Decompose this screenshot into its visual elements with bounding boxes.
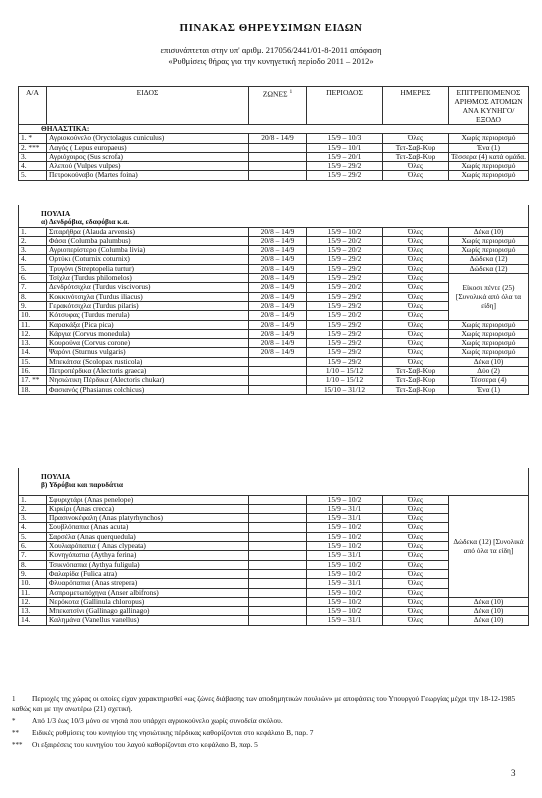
table-row (19, 616, 529, 625)
allowed-number: Τέσσερα (4) (449, 376, 529, 385)
hunting-days: Όλες (383, 560, 449, 569)
hunting-period: 15/9 – 20/2 (307, 236, 383, 245)
species-name: Σφυριχτάρι (Anas penelope) (47, 495, 249, 504)
row-number: 2. (19, 236, 47, 245)
hunting-period: 1/10 – 15/12 (307, 376, 383, 385)
hunting-days: Τετ-Σαβ-Κυρ (383, 367, 449, 376)
species-name: Φάσα (Columba palumbus) (47, 236, 249, 245)
species-name: Φασιανός (Phasianus colchicus) (47, 385, 249, 394)
row-number: 15. (19, 357, 47, 366)
allowed-number: Χωρίς περιορισμό (449, 246, 529, 255)
row-number: 1. (19, 227, 47, 236)
species-name: Τσικνόπαπια (Aythya fuligula) (47, 560, 249, 569)
species-name: Κοκκινότσιχλα (Turdus iliacus) (47, 292, 249, 301)
zones-period (249, 523, 307, 532)
allowed-number: Χωρίς περιορισμό (449, 236, 529, 245)
species-name: Δενδρότσιχλα (Turdus viscivorus) (47, 283, 249, 292)
hunting-days: Όλες (383, 134, 449, 143)
hunting-period: 15/9 – 10/2 (307, 597, 383, 606)
hunting-period: 15/9 – 29/2 (307, 301, 383, 310)
species-name: Κότσυφας (Turdus merula) (47, 311, 249, 320)
allowed-number: Χωρίς περιορισμό (449, 162, 529, 171)
zones-period (249, 171, 307, 180)
allowed-number: Χωρίς περιορισμό (449, 348, 529, 357)
hunting-period: 15/9 – 20/2 (307, 311, 383, 320)
table-row (19, 329, 529, 338)
footnote-1 (12, 694, 522, 714)
species-name: Κουρούνα (Corvus corone) (47, 339, 249, 348)
zones-period: 20/8 – 14/9 (249, 339, 307, 348)
row-number: 11. (19, 320, 47, 329)
species-name: Αγριοκούνελο (Oryctolagus cuniculus) (47, 134, 249, 143)
hunting-days: Όλες (383, 311, 449, 320)
hunting-days: Τετ-Σαβ-Κυρ (383, 143, 449, 152)
allowed-number: Χωρίς περιορισμό (449, 320, 529, 329)
zones-period (249, 579, 307, 588)
hunting-days: Όλες (383, 616, 449, 625)
hunting-period: 15/9 – 20/2 (307, 246, 383, 255)
section-title-row (19, 125, 529, 134)
col-aa: Α/Α (19, 87, 47, 125)
hunting-period: 15/9 – 29/2 (307, 162, 383, 171)
hunting-days: Τετ-Σαβ-Κυρ (383, 376, 449, 385)
table-row (19, 367, 529, 376)
hunting-days: Όλες (383, 542, 449, 551)
allowed-number: Τέσσερα (4) κατά ομάδα. (449, 152, 529, 161)
species-name: Μπεκάτσα (Scolopax rusticola) (47, 357, 249, 366)
hunting-days: Όλες (383, 274, 449, 283)
col-zones-footnote-mark: 1 (289, 89, 293, 95)
row-number: 1. * (19, 134, 47, 143)
row-number: 13. (19, 607, 47, 616)
hunting-period: 15/9 – 10/2 (307, 607, 383, 616)
hunting-period: 15/9 – 10/2 (307, 532, 383, 541)
section-title-row (19, 473, 529, 481)
row-number: 5. (19, 532, 47, 541)
table-row (19, 320, 529, 329)
species-name: Νερόκοτα (Gallinula chloropus) (47, 597, 249, 606)
section-subtitle: β) Υδρόβια και παρυδάτια (19, 481, 529, 489)
footnote-text: Περιοχές της χώρας οι οποίες είχαν χαρακτηρισθεί «ως ζώνες διάβασης των αποδημητικών πουλιών» με αποφάσεις του Υπουργού Γεωργίας μέχρι την 18-12-1985 καθώς και με την ανωτέρω (21) σχετική. (12, 694, 516, 713)
species-name: Ορτύκι (Coturnix coturnix) (47, 255, 249, 264)
footnote-text: Οι εξαιρέσεις του κυνηγίου του λαγού καθορίζονται στο κεφάλαιο Β, παρ. 5 (32, 740, 258, 749)
row-number: 3. (19, 152, 47, 161)
hunting-days: Όλες (383, 292, 449, 301)
hunting-days: Τετ-Σαβ-Κυρ (383, 152, 449, 161)
hunting-days: Όλες (383, 236, 449, 245)
footnote-3 (12, 728, 522, 738)
hunting-period: 15/9 – 10/2 (307, 523, 383, 532)
hunting-days: Όλες (383, 339, 449, 348)
zones-period (249, 162, 307, 171)
hunting-period: 15/9 – 10/2 (307, 495, 383, 504)
zones-period: 20/8 – 14/9 (249, 348, 307, 357)
page-number: 3 (511, 768, 516, 778)
hunting-days: Τετ-Σαβ-Κυρ (383, 385, 449, 394)
zones-period (249, 376, 307, 385)
zones-period: 20/8 – 14/9 (249, 329, 307, 338)
table-row (19, 597, 529, 606)
zones-period (249, 495, 307, 504)
row-number: 8. (19, 560, 47, 569)
hunting-days: Όλες (383, 551, 449, 560)
zones-period (249, 551, 307, 560)
species-name: Φλυαρόπαπια (Anas strepera) (47, 579, 249, 588)
species-name: Καλημάνα (Vanellus vanellus) (47, 616, 249, 625)
zones-period (249, 514, 307, 523)
hunting-days: Όλες (383, 504, 449, 513)
species-name: Μπεκατσίνι (Gallinago gallinago) (47, 607, 249, 616)
species-name: Φαλαρίδα (Fulica atra) (47, 569, 249, 578)
hunting-period: 15/9 – 10/2 (307, 227, 383, 236)
hunting-period: 15/9 – 10/2 (307, 560, 383, 569)
row-number: 6. (19, 274, 47, 283)
species-name: Πρασινοκέφαλη (Anas platyrhynchos) (47, 514, 249, 523)
species-name: Αλεπού (Vulpes vulpes) (47, 162, 249, 171)
allowed-number: Ένα (1) (449, 385, 529, 394)
row-number: 2. (19, 504, 47, 513)
zones-period (249, 569, 307, 578)
hunting-days: Όλες (383, 264, 449, 273)
hunting-period: 15/9 – 31/1 (307, 551, 383, 560)
hunting-days: Όλες (383, 301, 449, 310)
hunting-days: Όλες (383, 495, 449, 504)
col-species: ΕΙΔΟΣ (47, 87, 249, 125)
row-number: 5. (19, 171, 47, 180)
row-number: 14. (19, 616, 47, 625)
zones-period (249, 542, 307, 551)
hunting-period: 15/9 – 29/2 (307, 339, 383, 348)
hunting-period: 15/9 – 29/2 (307, 255, 383, 264)
species-name: Αγριοπερίστερο (Columba livia) (47, 246, 249, 255)
row-number: 10. (19, 311, 47, 320)
table-row (19, 227, 529, 236)
row-number: 3. (19, 514, 47, 523)
row-number: 9. (19, 569, 47, 578)
hunting-days: Όλες (383, 171, 449, 180)
hunting-period: 15/9 – 10/2 (307, 542, 383, 551)
footnote-text: Από 1/3 έως 10/3 μόνο σε νησιά που υπάρχει αγριοκούνελο χωρίς συνοδεία σκύλου. (32, 716, 283, 725)
table-row (19, 607, 529, 616)
table-row (19, 376, 529, 385)
row-number: 1. (19, 495, 47, 504)
hunting-period: 15/9 – 29/2 (307, 348, 383, 357)
birds-aquatic-table (18, 468, 529, 626)
hunting-days: Όλες (383, 514, 449, 523)
section-title: ΠΟΥΛΙΑ (19, 210, 529, 218)
table-row (19, 274, 529, 283)
section-title: ΠΟΥΛΙΑ (19, 473, 529, 481)
row-number: 16. (19, 367, 47, 376)
hunting-period: 15/9 – 10/3 (307, 134, 383, 143)
table-row (19, 339, 529, 348)
allowed-number: Δέκα (10) (449, 597, 529, 606)
allowed-number: Δέκα (10) (449, 357, 529, 366)
col-zones-label: ΖΩΝΕΣ (262, 89, 288, 99)
allowed-number: Χωρίς περιορισμό (449, 171, 529, 180)
zones-period (249, 385, 307, 394)
zones-period: 20/8 – 14/9 (249, 227, 307, 236)
hunting-days: Όλες (383, 227, 449, 236)
page-title: ΠΙΝΑΚΑΣ ΘΗΡΕΥΣΙΜΩΝ ΕΙΔΩΝ (179, 22, 363, 34)
zones-period (249, 597, 307, 606)
species-name: Σαρσέλα (Anas querquedula) (47, 532, 249, 541)
hunting-days: Όλες (383, 569, 449, 578)
species-name: Ασπρομετωπόχηνα (Anser albifrons) (47, 588, 249, 597)
hunting-days: Όλες (383, 162, 449, 171)
zones-period (249, 357, 307, 366)
section-title-row (19, 210, 529, 218)
allowed-number: Δέκα (10) (449, 227, 529, 236)
allowed-number: Ένα (1) (449, 143, 529, 152)
allowed-number: Δέκα (10) (449, 616, 529, 625)
allowed-group-note: Δώδεκα (12) [Συνολικά από όλα τα είδη] (449, 495, 529, 597)
allowed-number: Δώδεκα (12) (449, 264, 529, 273)
species-name: Σουβλόπαπια (Anas acuta) (47, 523, 249, 532)
hunting-period: 15/9 – 29/2 (307, 274, 383, 283)
section-subtitle-row (19, 481, 529, 489)
hunting-period: 15/10 – 31/12 (307, 385, 383, 394)
hunting-period: 15/9 – 10/2 (307, 588, 383, 597)
row-number: 10. (19, 579, 47, 588)
zones-period: 20/8 – 14/9 (249, 311, 307, 320)
hunting-period: 15/9 – 10/1 (307, 143, 383, 152)
table-row (19, 357, 529, 366)
table-row (19, 495, 529, 504)
hunting-period: 15/9 – 29/2 (307, 329, 383, 338)
mammals-table (18, 120, 529, 181)
table-row (19, 171, 529, 180)
table-row (19, 162, 529, 171)
hunting-period: 15/9 – 29/2 (307, 292, 383, 301)
row-number: 12. (19, 597, 47, 606)
allowed-group-note: Είκοσι πέντε (25) [Συνολικά από όλα τα είδη] (449, 274, 529, 320)
species-name: Τσίχλα (Turdus philomelos) (47, 274, 249, 283)
allowed-number: Δύο (2) (449, 367, 529, 376)
section-title: ΘΗΛΑΣΤΙΚΑ: (19, 125, 529, 134)
zones-period (249, 504, 307, 513)
section-subtitle-row (19, 218, 529, 227)
footnote-mark: *** (12, 741, 23, 749)
species-name: Πετροκούναβο (Martes foina) (47, 171, 249, 180)
row-number: 5. (19, 264, 47, 273)
hunting-days: Όλες (383, 283, 449, 292)
zones-period: 20/8 – 14/9 (249, 264, 307, 273)
hunting-days: Όλες (383, 597, 449, 606)
zones-period (249, 532, 307, 541)
hunting-days: Όλες (383, 532, 449, 541)
footnote-text: Ειδικές ρυθμίσεις του κυνηγίου της νησιώτικης πέρδικας καθορίζονται στο κεφάλαιο Β, παρ. 7 (32, 728, 314, 737)
row-number: 12. (19, 329, 47, 338)
table-row (19, 264, 529, 273)
hunting-days: Όλες (383, 588, 449, 597)
table-row (19, 236, 529, 245)
row-number: 13. (19, 339, 47, 348)
row-number: 2. *** (19, 143, 47, 152)
zones-period: 20/8 – 14/9 (249, 236, 307, 245)
allowed-number: Χωρίς περιορισμό (449, 339, 529, 348)
zones-period: 20/8 - 14/9 (249, 134, 307, 143)
species-name: Κάργια (Corvus monedula) (47, 329, 249, 338)
footnote-2 (12, 716, 522, 726)
hunting-days: Όλες (383, 579, 449, 588)
zones-period: 20/8 – 14/9 (249, 274, 307, 283)
zones-period: 20/8 – 14/9 (249, 283, 307, 292)
col-days: ΗΜΕΡΕΣ (383, 87, 449, 125)
hunting-period: 1/10 – 15/12 (307, 367, 383, 376)
zones-period (249, 607, 307, 616)
row-number: 8. (19, 292, 47, 301)
hunting-period: 15/9 – 31/1 (307, 504, 383, 513)
species-name: Πετροπέρδικα (Alectoris graeca) (47, 367, 249, 376)
zones-period: 20/8 – 14/9 (249, 320, 307, 329)
zones-period (249, 616, 307, 625)
row-number: 7. (19, 283, 47, 292)
hunting-period: 15/9 – 29/2 (307, 357, 383, 366)
species-name: Καρακάξα (Pica pica) (47, 320, 249, 329)
row-number: 4. (19, 255, 47, 264)
zones-period (249, 152, 307, 161)
row-number: 3. (19, 246, 47, 255)
species-name: Χουλιαρόπαπια ( Anas clypeata) (47, 542, 249, 551)
hunting-days: Όλες (383, 246, 449, 255)
section-subtitle: α) Δενδρόβια, εδαφόβια κ.α. (19, 218, 529, 227)
row-number: 11. (19, 588, 47, 597)
decision-reference: επισυνάπτεται στην υπ' αριθμ. 217056/2441/01-8-2011 απόφαση (160, 45, 382, 55)
allowed-number: Χωρίς περιορισμό (449, 329, 529, 338)
footnote-mark: ** (12, 729, 19, 737)
decision-subject: «Ρυθμίσεις θήρας για την κυνηγετική περίοδο 2011 – 2012» (168, 56, 374, 66)
zones-period: 20/8 – 14/9 (249, 292, 307, 301)
birds-terrestrial-table (18, 205, 529, 395)
table-row (19, 134, 529, 143)
hunting-period: 15/9 – 31/1 (307, 514, 383, 523)
hunting-days: Όλες (383, 348, 449, 357)
footnote-mark: * (12, 717, 16, 725)
row-number: 7. (19, 551, 47, 560)
hunting-days: Όλες (383, 523, 449, 532)
col-zones (249, 87, 307, 125)
row-number: 9. (19, 301, 47, 310)
col-allowed: ΕΠΙΤΡΕΠΟΜΕΝΟΣ ΑΡΙΘΜΟΣ ΑΤΟΜΩΝ ΑΝΑ ΚΥΝΗΓΟ/ΕΞΟΔΟ (449, 87, 529, 125)
row-number: 14. (19, 348, 47, 357)
species-name: Τρυγόνι (Streptopelia turtur) (47, 264, 249, 273)
table-row (19, 143, 529, 152)
zones-period: 20/8 – 14/9 (249, 246, 307, 255)
table-row (19, 385, 529, 394)
hunting-period: 15/9 – 20/1 (307, 152, 383, 161)
species-name: Ψαρόνι (Sturnus vulgaris) (47, 348, 249, 357)
allowed-number: Δώδεκα (12) (449, 255, 529, 264)
hunting-period: 15/9 – 29/2 (307, 320, 383, 329)
table-row (19, 348, 529, 357)
row-number: 4. (19, 162, 47, 171)
species-name: Νησιώτικη Πέρδικα (Alectoris chukar) (47, 376, 249, 385)
hunting-days: Όλες (383, 255, 449, 264)
row-number: 6. (19, 542, 47, 551)
allowed-number: Χωρίς περιορισμό (449, 134, 529, 143)
table-row (19, 246, 529, 255)
species-name: Σιταρήθρα (Alauda arvensis) (47, 227, 249, 236)
zones-period: 20/8 – 14/9 (249, 255, 307, 264)
hunting-days: Όλες (383, 607, 449, 616)
row-number: 4. (19, 523, 47, 532)
species-name: Λαγός ( Lepus europaeus) (47, 143, 249, 152)
zones-period (249, 143, 307, 152)
hunting-days: Όλες (383, 320, 449, 329)
zones-period: 20/8 – 14/9 (249, 301, 307, 310)
footnote-4 (12, 740, 522, 750)
col-period: ΠΕΡΙΟΔΟΣ (307, 87, 383, 125)
table-row (19, 152, 529, 161)
hunting-period: 15/9 – 31/1 (307, 579, 383, 588)
hunting-period: 15/9 – 29/2 (307, 171, 383, 180)
row-number: 17. ** (19, 376, 47, 385)
hunting-period: 15/9 – 10/2 (307, 569, 383, 578)
table-row (19, 255, 529, 264)
species-name: Γερακότσιχλα (Turdus pilaris) (47, 301, 249, 310)
species-name: Αγριόχοιρος (Sus scrofa) (47, 152, 249, 161)
hunting-period: 15/9 – 20/2 (307, 283, 383, 292)
hunting-days: Όλες (383, 357, 449, 366)
species-name: Κιρκίρι (Anas crecca) (47, 504, 249, 513)
hunting-period: 15/9 – 31/1 (307, 616, 383, 625)
hunting-days: Όλες (383, 329, 449, 338)
allowed-number: Δέκα (10) (449, 607, 529, 616)
row-number: 18. (19, 385, 47, 394)
zones-period (249, 588, 307, 597)
zones-period (249, 560, 307, 569)
zones-period (249, 367, 307, 376)
hunting-period: 15/9 – 29/2 (307, 264, 383, 273)
species-name: Κυνηγόπαπια (Aythya ferina) (47, 551, 249, 560)
footnote-mark: 1 (12, 695, 16, 703)
